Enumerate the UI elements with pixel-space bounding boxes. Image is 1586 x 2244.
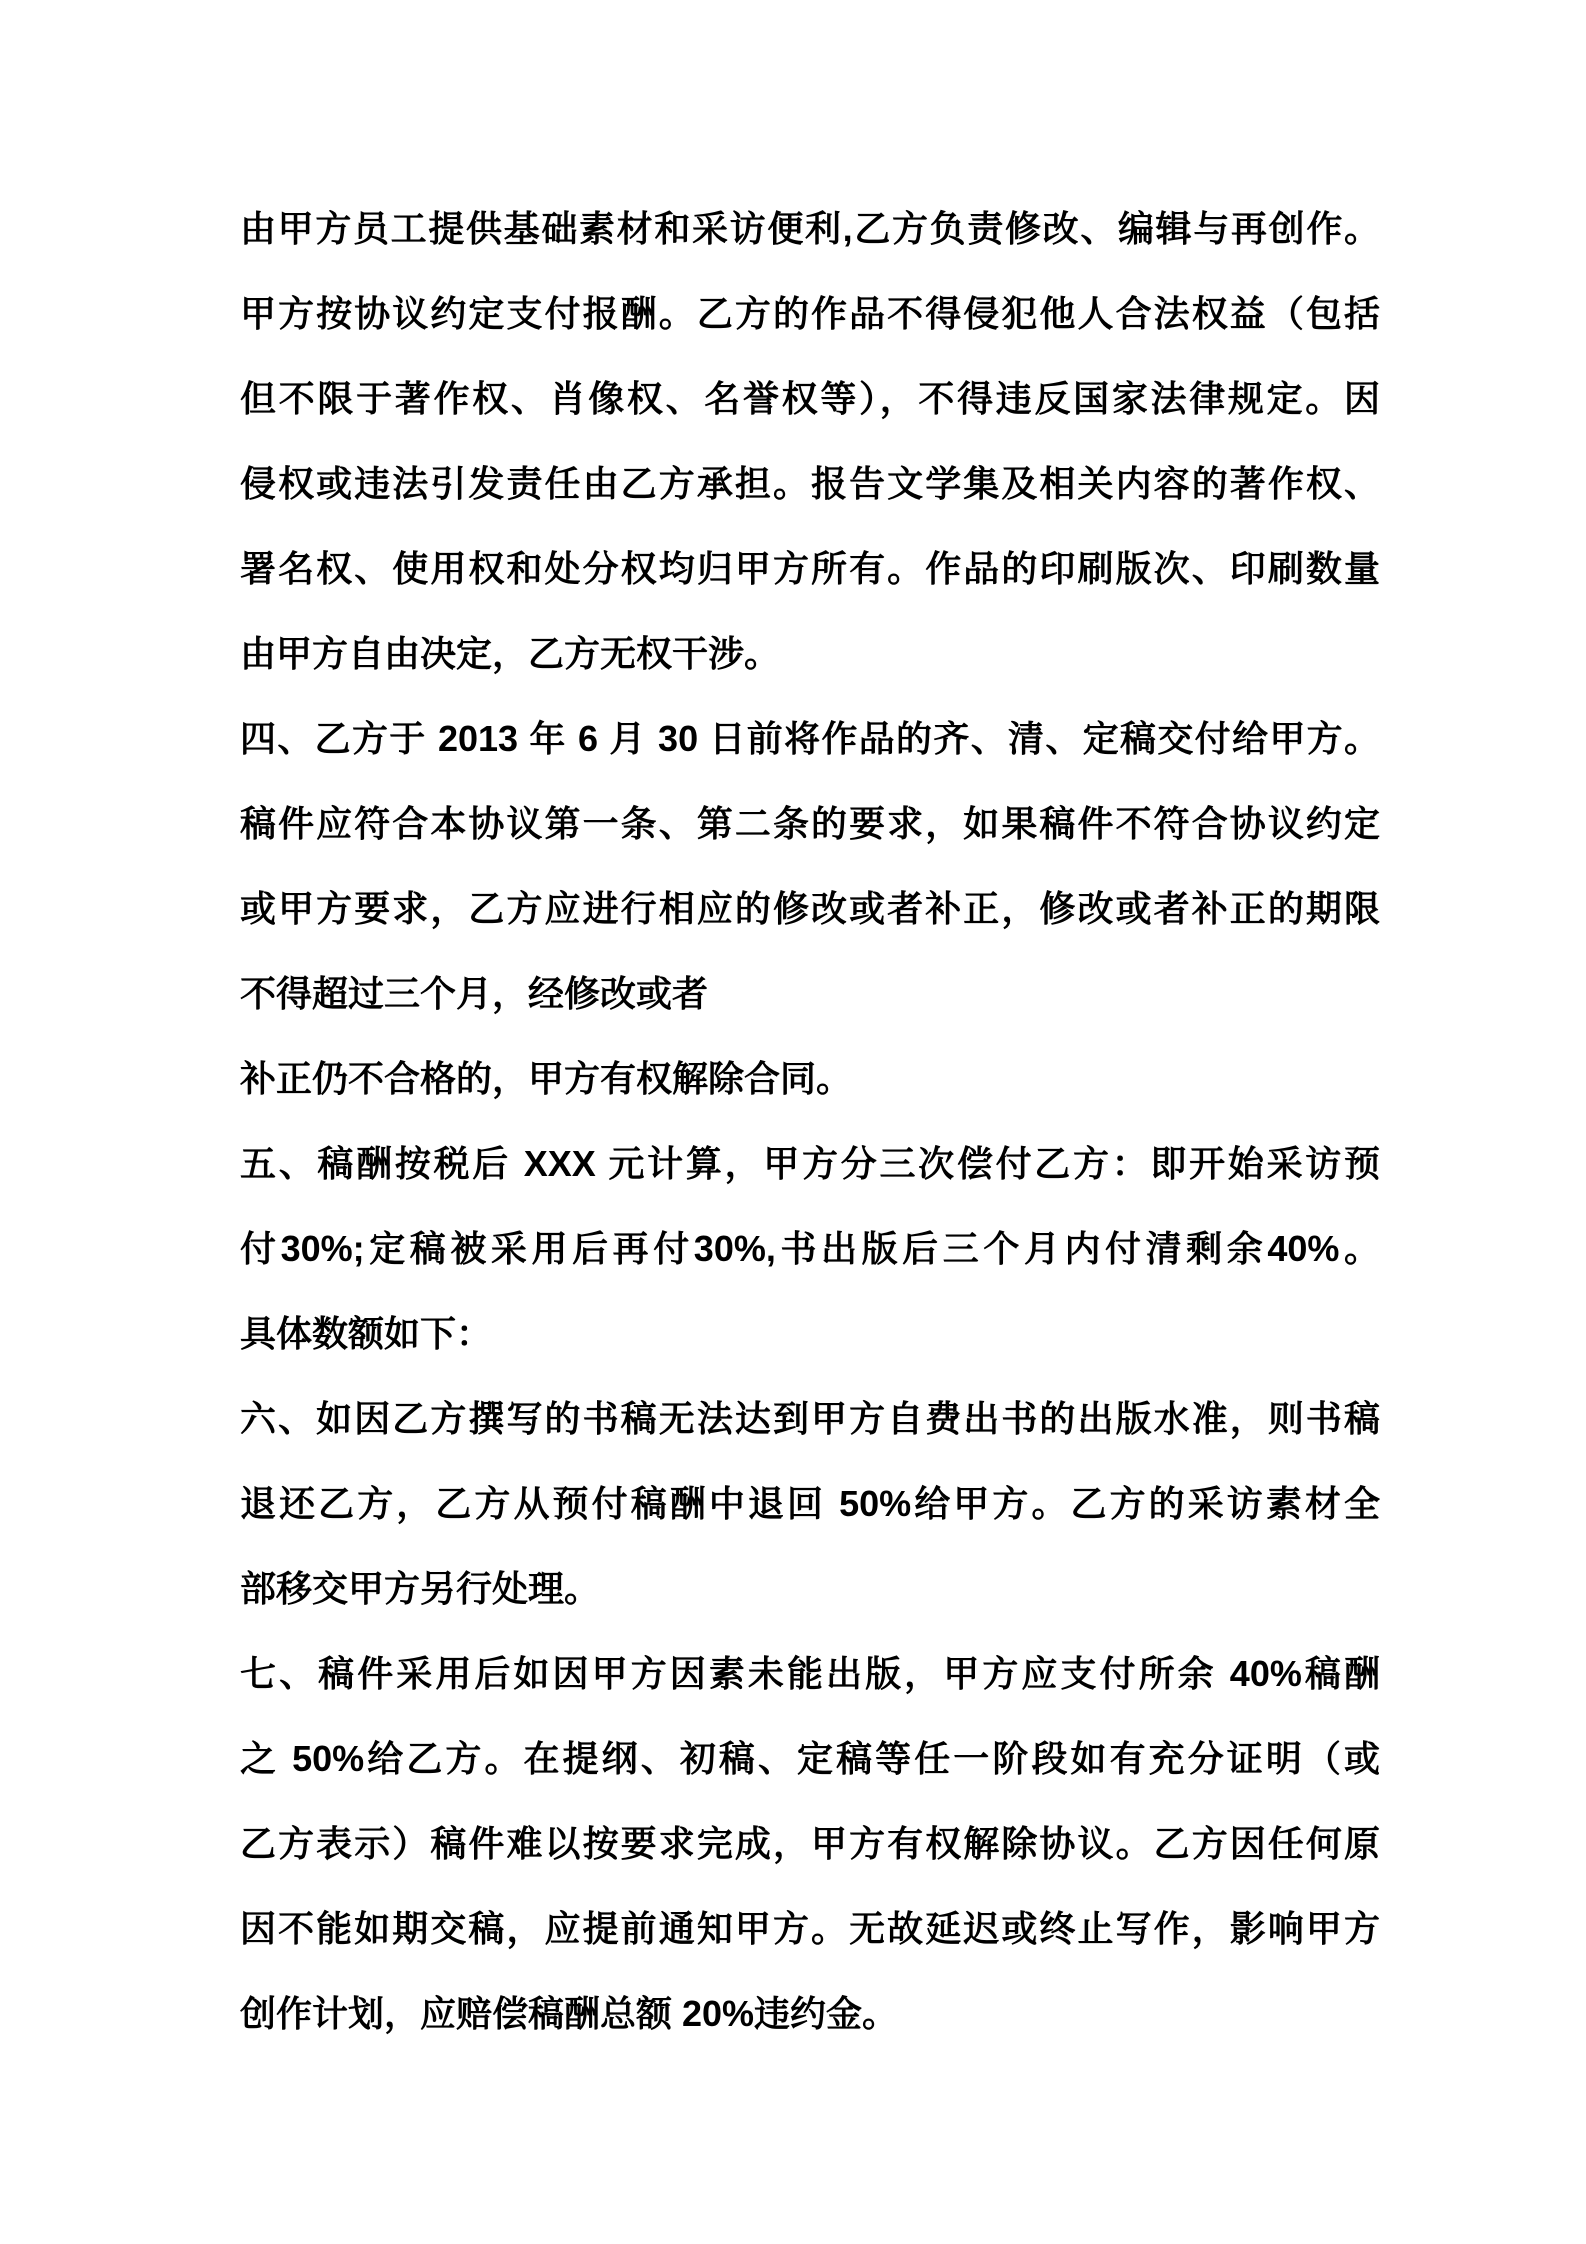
text-line: 退还乙方，乙方从预付稿酬中退回 50%给甲方。乙方的采访素材全 — [240, 1483, 1380, 1524]
text-line: 创作计划，应赔偿稿酬总额 20%违约金。 — [240, 1993, 899, 2034]
text-line: 七、稿件采用后如因甲方因素未能出版，甲方应支付所余 40%稿酬 — [240, 1653, 1380, 1694]
text-line: 由甲方自由决定，乙方无权干涉。 — [240, 633, 781, 674]
text-line: 署名权、使用权和处分权均归甲方所有。作品的印刷版次、印刷数量 — [240, 548, 1380, 589]
text-line: 部移交甲方另行处理。 — [240, 1568, 601, 1609]
text-line: 付30%;定稿被采用后再付30%,书出版后三个月内付清剩余40%。 — [240, 1228, 1380, 1269]
text-line: 六、如因乙方撰写的书稿无法达到甲方自费出书的出版水准，则书稿 — [240, 1398, 1380, 1439]
text-line: 五、稿酬按税后 XXX 元计算，甲方分三次偿付乙方：即开始采访预 — [240, 1143, 1380, 1184]
text-line: 四、乙方于 2013 年 6 月 30 日前将作品的齐、清、定稿交付给甲方。 — [240, 718, 1380, 759]
text-line: 或甲方要求，乙方应进行相应的修改或者补正，修改或者补正的期限 — [240, 888, 1380, 929]
text-column — [240, 186, 1380, 2056]
text-line: 不得超过三个月，经修改或者 — [240, 973, 709, 1014]
text-line: 甲方按协议约定支付报酬。乙方的作品不得侵犯他人合法权益（包括 — [240, 293, 1380, 334]
text-line: 乙方表示）稿件难以按要求完成，甲方有权解除协议。乙方因任何原 — [240, 1823, 1380, 1864]
text-line: 但不限于著作权、肖像权、名誉权等），不得违反国家法律规定。因 — [240, 378, 1380, 419]
text-line: 具体数额如下： — [240, 1313, 493, 1354]
text-line: 稿件应符合本协议第一条、第二条的要求，如果稿件不符合协议约定 — [240, 803, 1380, 844]
text-line: 补正仍不合格的，甲方有权解除合同。 — [240, 1058, 853, 1099]
text-line: 因不能如期交稿，应提前通知甲方。无故延迟或终止写作，影响甲方 — [240, 1908, 1380, 1949]
text-line: 侵权或违法引发责任由乙方承担。报告文学集及相关内容的著作权、 — [240, 463, 1380, 504]
text-line: 由甲方员工提供基础素材和采访便利,乙方负责修改、编辑与再创作。 — [240, 208, 1380, 249]
text-line: 之 50%给乙方。在提纲、初稿、定稿等任一阶段如有充分证明（或 — [240, 1738, 1380, 1779]
